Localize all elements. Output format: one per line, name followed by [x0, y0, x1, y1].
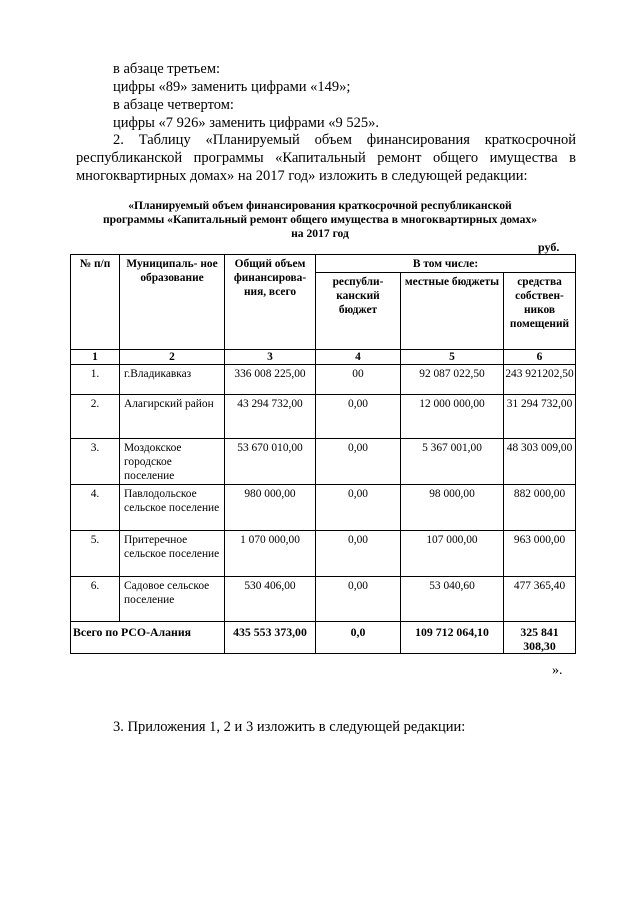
row-local: 98 000,00	[401, 485, 504, 531]
row-total: 53 670 010,00	[225, 439, 316, 485]
total-total: 435 553 373,00	[225, 622, 316, 654]
point2-line-1: 2. Таблицу «Планируемый объем финансирования краткосрочной	[113, 132, 576, 148]
table-row	[71, 395, 576, 439]
row-no: 3.	[71, 439, 120, 485]
row-name: Садовое сельское поселение	[120, 577, 225, 622]
intro-line-4: цифры «7 926» заменить цифрами «9 525».	[113, 115, 380, 131]
total-row	[71, 622, 576, 654]
row-no: 1.	[71, 365, 120, 395]
closing-quote: ».	[552, 663, 563, 678]
unit-label: руб.	[538, 240, 560, 254]
row-total: 43 294 732,00	[225, 395, 316, 439]
row-total: 530 406,00	[225, 577, 316, 622]
row-owners: 963 000,00	[504, 531, 576, 577]
col-number: 2	[120, 350, 225, 365]
col-number: 4	[316, 350, 401, 365]
row-owners: 31 294 732,00	[504, 395, 576, 439]
total-republic: 0,0	[316, 622, 401, 654]
point3-text: 3. Приложения 1, 2 и 3 изложить в следующей редакции:	[113, 719, 466, 735]
row-local: 107 000,00	[401, 531, 504, 577]
row-no: 5.	[71, 531, 120, 577]
table-row	[71, 485, 576, 531]
table-row	[71, 531, 576, 577]
table-row	[71, 439, 576, 485]
row-owners: 477 365,40	[504, 577, 576, 622]
header-total: Общий объем финансирова- ния, всего	[225, 255, 316, 350]
row-owners: 882 000,00	[504, 485, 576, 531]
row-no: 4.	[71, 485, 120, 531]
col-number: 5	[401, 350, 504, 365]
row-name: г.Владикавказ	[120, 365, 225, 395]
row-republic: 0,00	[316, 485, 401, 531]
header-including: В том числе:	[316, 255, 576, 273]
row-local: 53 040,60	[401, 577, 504, 622]
row-local: 5 367 001,00	[401, 439, 504, 485]
row-name: Притеречное сельское поселение	[120, 531, 225, 577]
row-total: 980 000,00	[225, 485, 316, 531]
row-name: Моздокское городское поселение	[120, 439, 225, 485]
row-total: 336 008 225,00	[225, 365, 316, 395]
intro-line-1: в абзаце третьем:	[113, 61, 221, 77]
row-republic: 0,00	[316, 577, 401, 622]
header-owners: средства собствен- ников помещений	[504, 273, 576, 350]
row-owners: 243 921202,50	[504, 365, 576, 395]
table-title-line-2: программы «Капитальный ремонт общего имущества в многоквартирных домах»	[102, 213, 537, 226]
row-republic: 0,00	[316, 439, 401, 485]
row-no: 2.	[71, 395, 120, 439]
row-no: 6.	[71, 577, 120, 622]
col-number: 6	[504, 350, 576, 365]
row-local: 92 087 022,50	[401, 365, 504, 395]
header-republic: республи- канский бюджет	[316, 273, 401, 350]
intro-line-2: цифры «89» заменить цифрами «149»;	[113, 79, 351, 95]
col-number: 3	[225, 350, 316, 365]
header-no: № п/п	[71, 255, 120, 350]
table-row	[71, 577, 576, 622]
table-row	[71, 365, 576, 395]
header-municipality: Муниципаль- ное образование	[120, 255, 225, 350]
header-local: местные бюджеты	[401, 273, 504, 350]
table-title-line-3: на 2017 год	[291, 227, 349, 240]
col-number: 1	[71, 350, 120, 365]
intro-line-3: в абзаце четвертом:	[113, 97, 234, 113]
table-title-line-1: «Планируемый объем финансирования краткосрочной республиканской	[128, 199, 512, 212]
row-republic: 00	[316, 365, 401, 395]
row-local: 12 000 000,00	[401, 395, 504, 439]
total-label: Всего по РСО-Алания	[71, 622, 225, 654]
row-total: 1 070 000,00	[225, 531, 316, 577]
total-local: 109 712 064,10	[401, 622, 504, 654]
point2-line-2: республиканской программы «Капитальный ремонт общего имущества в	[76, 150, 576, 166]
point2-line-3: многоквартирных домах» на 2017 год» изложить в следующей редакции:	[76, 168, 528, 184]
financing-table	[70, 254, 576, 654]
row-name: Павлодольское сельское поселение	[120, 485, 225, 531]
total-owners: 325 841 308,30	[504, 622, 576, 654]
row-republic: 0,00	[316, 395, 401, 439]
row-owners: 48 303 009,00	[504, 439, 576, 485]
row-name: Алагирский район	[120, 395, 225, 439]
row-republic: 0,00	[316, 531, 401, 577]
